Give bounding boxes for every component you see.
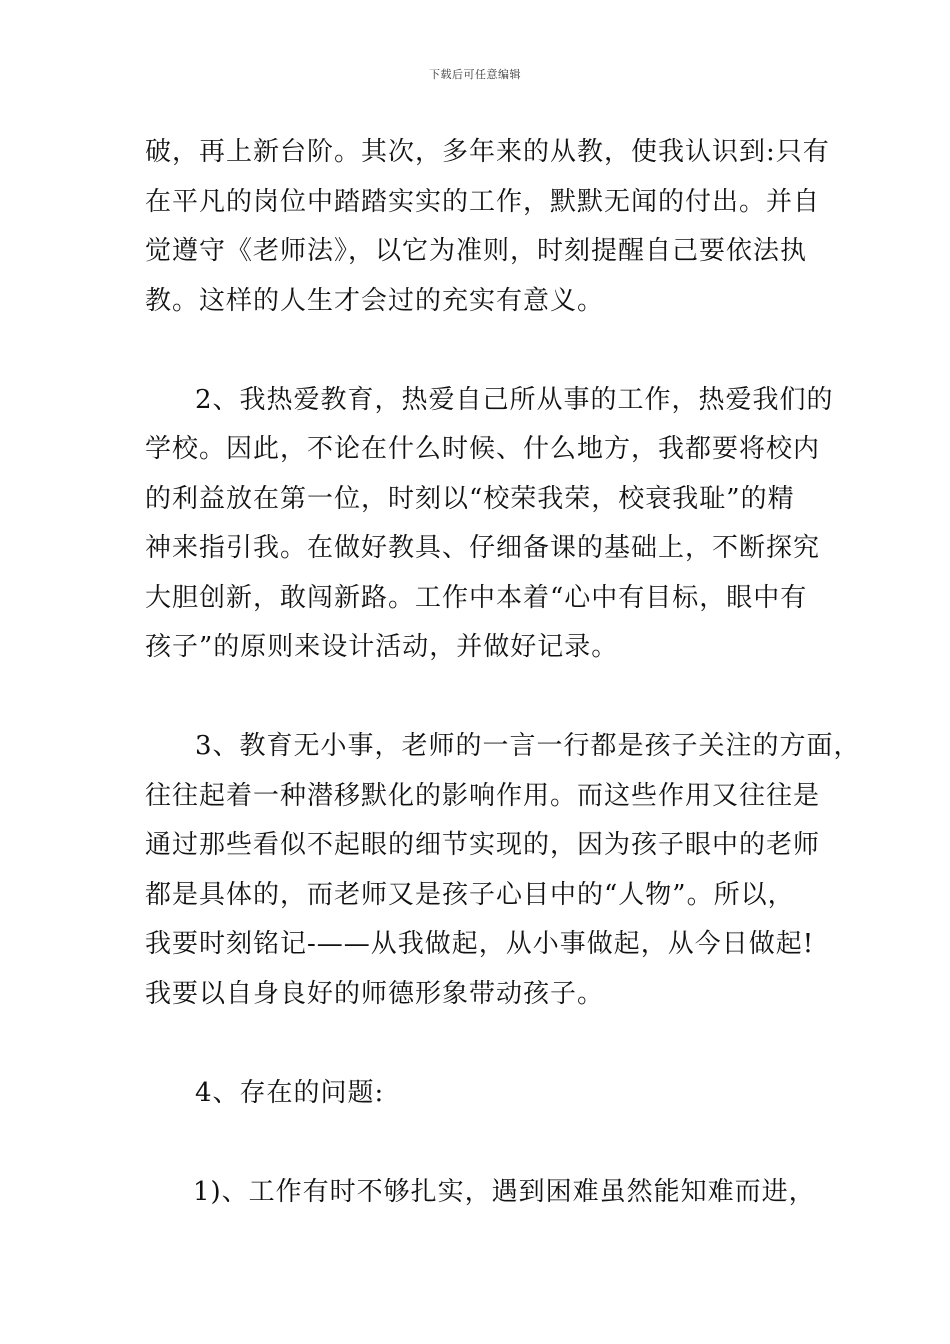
text-line: 神来指引我。在做好教具、仔细备课的基础上，不断探究 — [145, 533, 821, 563]
paragraph-1 — [145, 128, 830, 326]
text-line: 大胆创新，敢闯新路。工作中本着“心中有目标，眼中有 — [145, 582, 808, 613]
text-line: 孩子”的原则来设计活动，并做好记录。 — [145, 632, 619, 662]
text-line: 3、教育无小事，老师的一言一行都是孩子关注的方面， — [195, 731, 861, 761]
paragraph-3 — [145, 722, 861, 1019]
text-line: 2、我热爱教育，热爱自己所从事的工作，热爱我们的 — [195, 384, 834, 415]
text-line: 教。这样的人生才会过的充实有意义。 — [145, 285, 605, 316]
paragraph-spacer — [145, 326, 815, 376]
text-line: 学校。因此，不论在什么时候、什么地方，我都要将校内 — [145, 434, 821, 464]
text-line: 破，再上新台阶。其次，多年来的从教，使我认识到:只有 — [145, 137, 830, 167]
paragraph-5 — [145, 1168, 815, 1218]
paragraph-spacer — [145, 673, 815, 723]
section-heading: 4、存在的问题: — [195, 1077, 385, 1108]
paragraph-spacer — [145, 1019, 815, 1069]
paragraph-spacer — [145, 1118, 815, 1168]
text-line: 通过那些看似不起眼的细节实现的，因为孩子眼中的老师 — [145, 830, 821, 860]
text-line: 的利益放在第一位，时刻以“校荣我荣，校衰我耻”的精 — [145, 483, 795, 514]
text-line: 在平凡的岗位中踏踏实实的工作，默默无闻的付出。并自 — [145, 186, 821, 217]
text-line: 我要时刻铭记-——从我做起，从小事做起，从今日做起! — [145, 929, 815, 959]
text-line: 觉遵守《老师法》，以它为准则，时刻提醒自己要依法执 — [145, 236, 808, 266]
text-line: 我要以自身良好的师德形象带动孩子。 — [145, 978, 605, 1009]
text-line: 都是具体的，而老师又是孩子心目中的“人物”。所以， — [145, 879, 795, 910]
paragraph-2 — [145, 376, 834, 673]
text-line: 往往起着一种潜移默化的影响作用。而这些作用又往往是 — [145, 780, 821, 811]
text-line: 1)、工作有时不够扎实，遇到困难虽然能知难而进， — [193, 1176, 816, 1207]
document-body — [145, 128, 861, 1217]
page-header: 下载后可任意编辑 — [429, 68, 521, 81]
paragraph-4 — [145, 1069, 815, 1119]
